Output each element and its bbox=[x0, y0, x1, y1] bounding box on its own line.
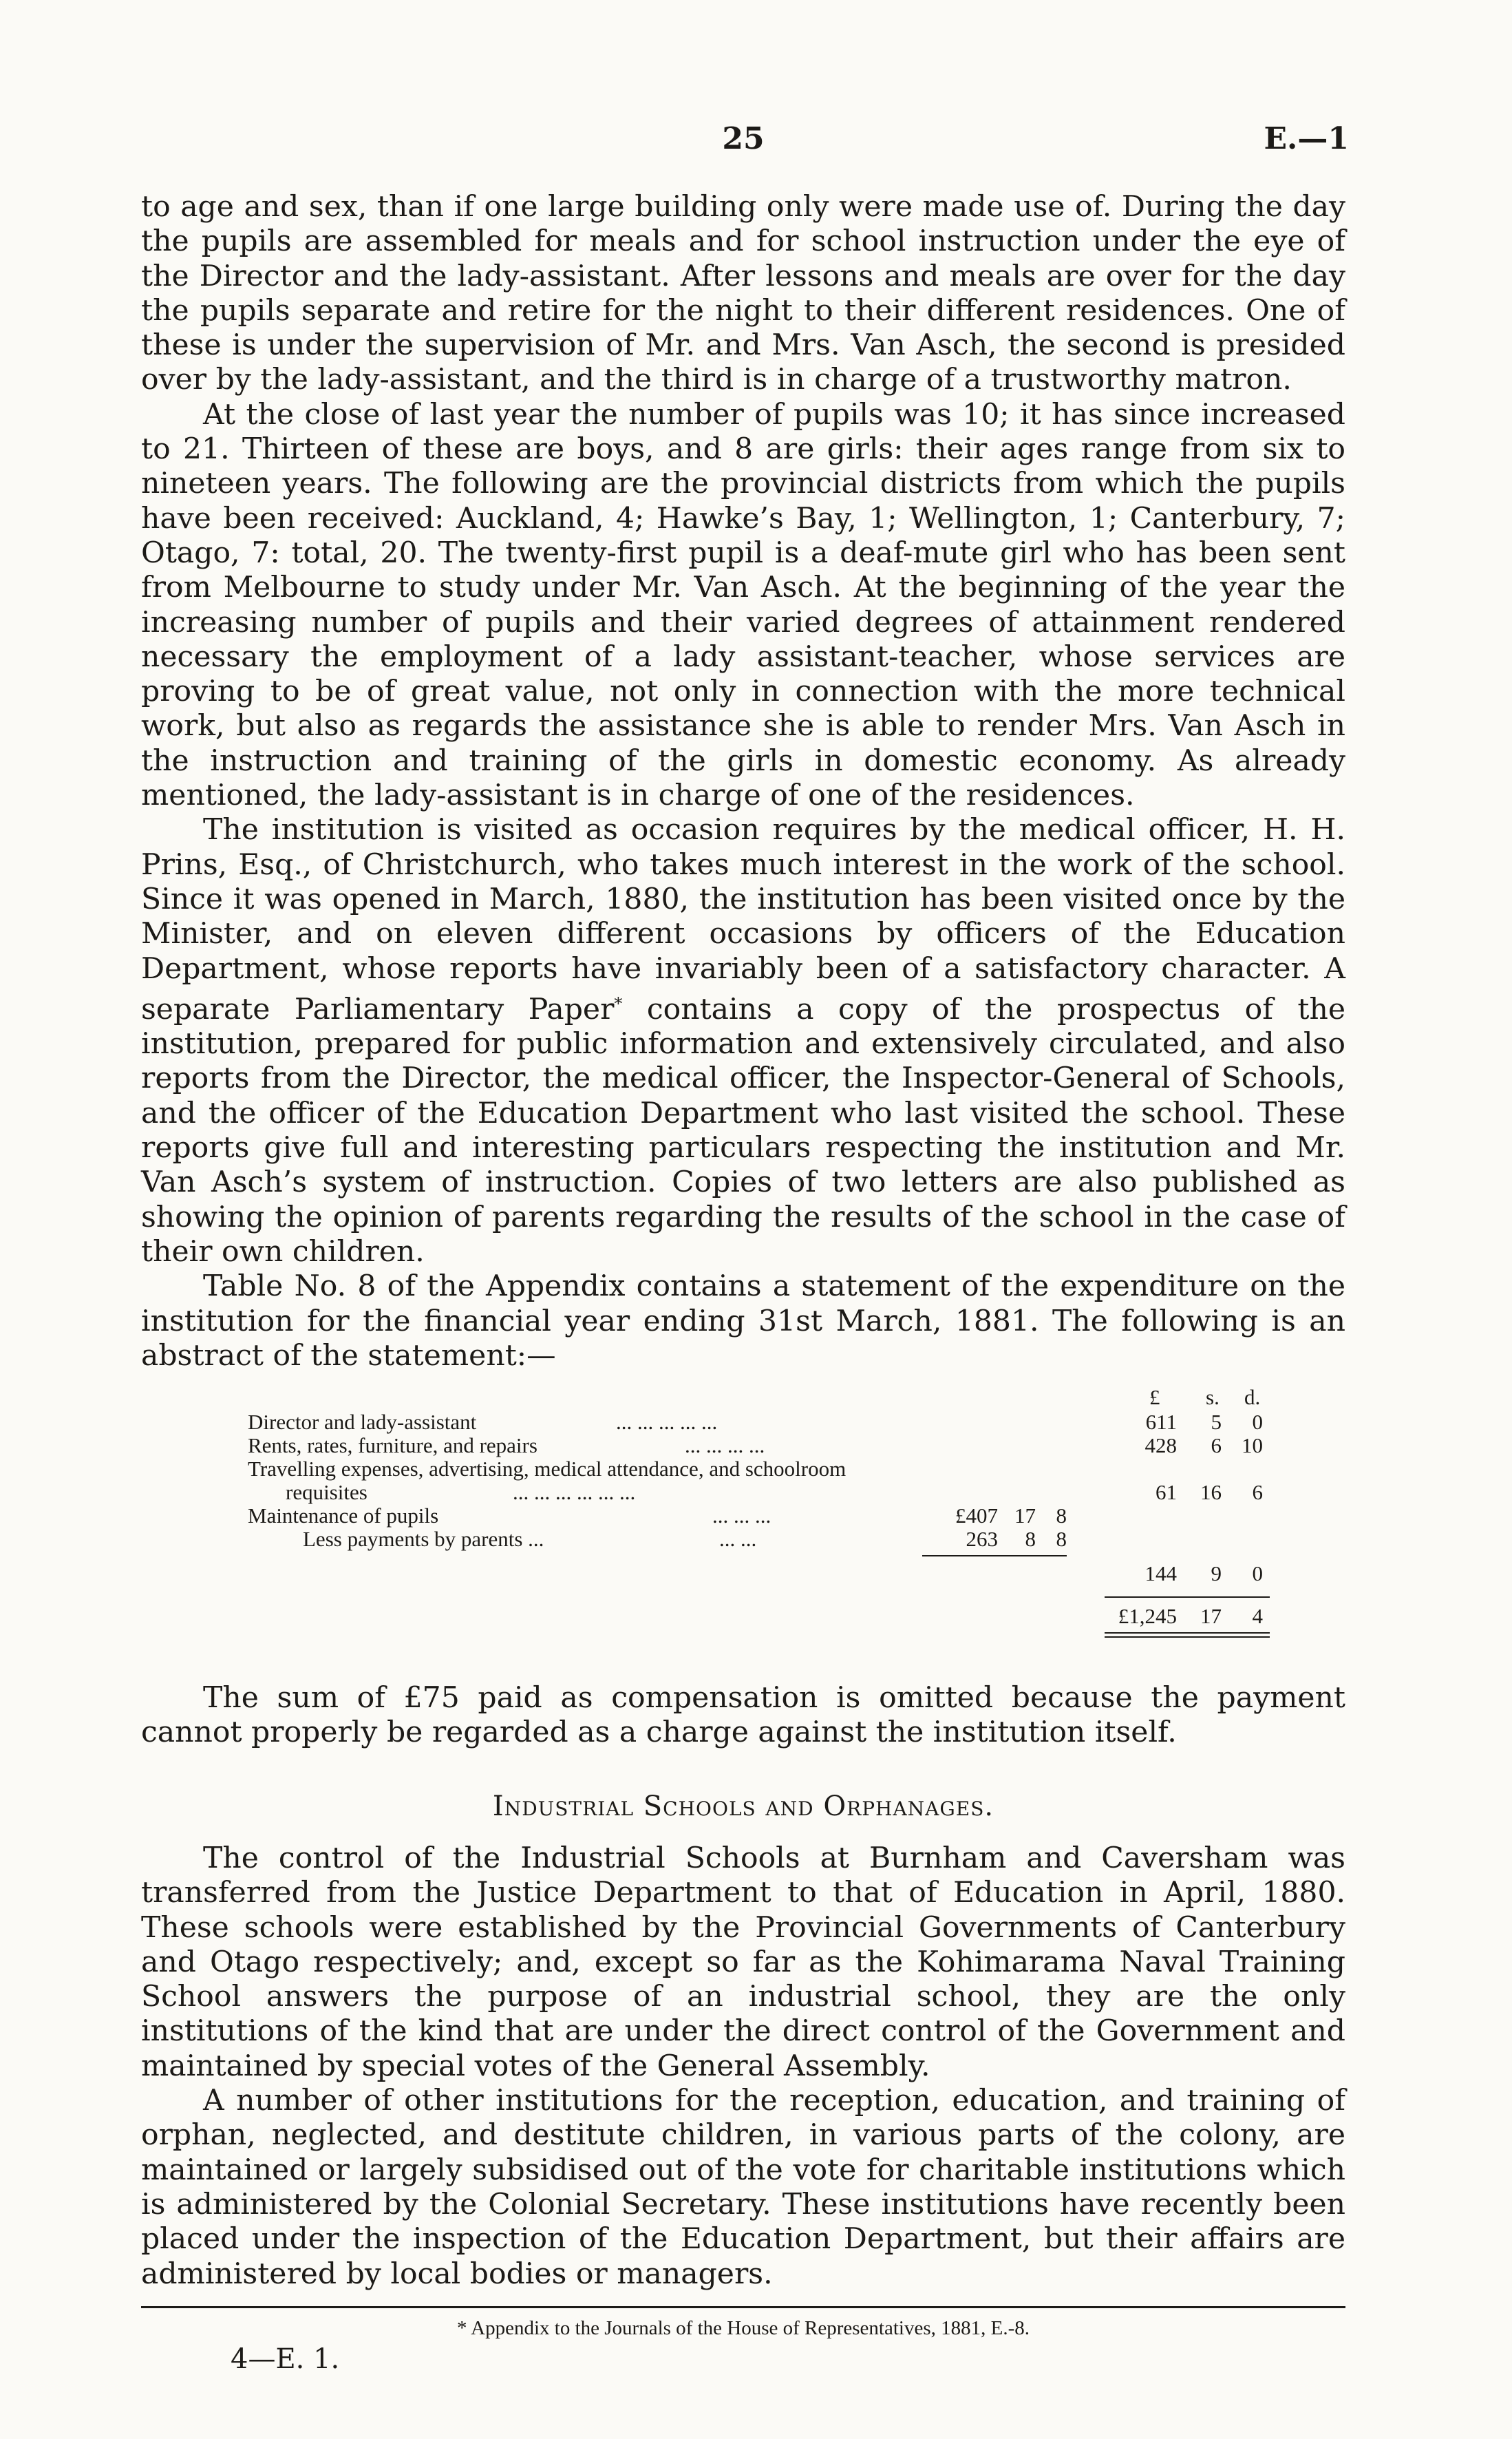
paragraph-visits-text: The institution is visited as occasion requires by the medical officer, H. H. Prins, Esq., of Christchurch, who takes much interest in the work of the school. Since it was opened in March, 1880, the institution has been visited once by the Minister, and on eleven different occasions by officers of the Education Department, whose reports have invariably been of a satisfactory character. A separate Parliamentary Paper bbox=[141, 813, 1345, 1026]
row-leaders: ... ... ... ... ... bbox=[616, 1410, 718, 1435]
amount-pounds: 428 bbox=[1144, 1433, 1177, 1458]
total-double-rule-top bbox=[1105, 1632, 1270, 1634]
column-header-shillings: s. bbox=[1206, 1385, 1220, 1410]
subtotal-shillings: 17 bbox=[1014, 1503, 1036, 1528]
subtotal-rule bbox=[922, 1555, 1067, 1556]
amount-shillings: 5 bbox=[1211, 1410, 1222, 1435]
row-label: Travelling expenses, advertising, medical attendance, and schoolroom bbox=[248, 1457, 846, 1481]
paragraph-continued: to age and sex, than if one large building only were made use of. During the day the pupils are assembled for meals and for school instruction under the eye of the Director and the lady-assistant. After lessons and meals are over for the day the pupils separate and retire for the night to their different residences. One of these is under the supervision of Mr. and Mrs. Van Asch, the second is presided over by the lady-assistant, and the third is in charge of a trustworthy matron. bbox=[141, 190, 1345, 397]
amount-pounds: 61 bbox=[1156, 1480, 1177, 1505]
paragraph-other-institutions: A number of other institutions for the reception, education, and training of orphan, neglected, and destitute children, in various parts of the colony, are maintained or largely subsidised out of the vote for charitable institutions which is administered by the Colonial Secretary. These institutions have recently been placed under the inspection of the Education Department, but their affairs are administered by local bodies or managers. bbox=[141, 2084, 1345, 2291]
row-leaders: ... ... bbox=[719, 1527, 757, 1552]
row-leaders: ... ... ... ... ... ... bbox=[513, 1480, 636, 1505]
row-leaders: ... ... ... ... bbox=[685, 1433, 765, 1458]
subtotal-shillings: 8 bbox=[1025, 1527, 1036, 1552]
page-number: 25 bbox=[722, 121, 765, 156]
column-header-pence: d. bbox=[1244, 1385, 1261, 1410]
row-label: Director and lady-assistant bbox=[248, 1410, 477, 1435]
total-rule bbox=[1105, 1596, 1270, 1598]
row-label: Maintenance of pupils bbox=[248, 1503, 439, 1528]
row-label: Less payments by parents ... bbox=[303, 1527, 544, 1552]
section-heading-text: Industrial Schools and Orphanages. bbox=[492, 1790, 994, 1822]
paragraph-visits bbox=[141, 813, 1345, 1269]
signature-mark: 4—E. 1. bbox=[231, 2343, 340, 2375]
amount-pounds: 611 bbox=[1145, 1410, 1177, 1435]
column-header-pounds: £ bbox=[1149, 1385, 1160, 1410]
footnote-rule bbox=[141, 2306, 1345, 2308]
row-label: requisites bbox=[286, 1480, 368, 1505]
net-pounds: 144 bbox=[1144, 1561, 1177, 1586]
paragraph-industrial-schools: The control of the Industrial Schools at Burnham and Caversham was transferred from the Justice Department to that of Education in April, 1880. These schools were established by the Provincial Governments of Canterbury and Otago respectively; and, except so far as the Kohimarama Naval Training School answers the purpose of an industrial school, they are the only institutions of the kind that are under the direct control of the Government and maintained by special votes of the General Assembly. bbox=[141, 1841, 1345, 2083]
amount-pence: 0 bbox=[1252, 1410, 1263, 1435]
paragraph-visits-continued: contains a copy of the prospectus of the institution, prepared for public information and extensively circulated, and also reports from the Director, the medical officer, the Inspector-General of Schools, and the officer of the Education Department who last visited the school. These reports give full and interesting particulars respecting the institution and Mr. Van Asch’s system of instruction. Copies of two letters are also published as showing the opinion of parents regarding the results of the school in the case of their own children. bbox=[141, 992, 1345, 1269]
paragraph-compensation: The sum of £75 paid as compensation is omitted because the payment cannot properly be regarded as a charge against the institution itself. bbox=[141, 1681, 1345, 1750]
subtotal-pence: 8 bbox=[1056, 1503, 1067, 1528]
expenditure-abstract bbox=[141, 1386, 1345, 1665]
subtotal-pounds: 263 bbox=[966, 1527, 998, 1552]
net-pence: 0 bbox=[1252, 1561, 1263, 1586]
main-text bbox=[141, 190, 1345, 2292]
subtotal-pounds: £407 bbox=[955, 1503, 998, 1528]
document-code: E.—1 bbox=[1264, 121, 1349, 156]
paragraph-pupils: At the close of last year the number of pupils was 10; it has since increased to 21. Thirteen of these are boys, and 8 are girls: their ages range from six to nineteen years. The following are the provincial districts from which the pupils have been received: Auckland, 4; Hawke’s Bay, 1; Wellington, 1; Canterbury, 7; Otago, 7: total, 20. The twenty-first pupil is a deaf-mute girl who has been sent from Melbourne to study under Mr. Van Asch. At the beginning of the year the increasing number of pupils and their varied degrees of attainment rendered necessary the employment of a lady assistant-teacher, whose services are proving to be of great value, not only in connection with the more technical work, but also as regards the assistance she is able to render Mrs. Van Asch in the instruction and training of the girls in domestic economy. As already mentioned, the lady-assistant is in charge of one of the residences. bbox=[141, 397, 1345, 813]
net-shillings: 9 bbox=[1211, 1561, 1222, 1586]
amount-shillings: 6 bbox=[1211, 1433, 1222, 1458]
page-header bbox=[138, 121, 1349, 162]
total-pence: 4 bbox=[1252, 1604, 1263, 1629]
paragraph-expenditure: Table No. 8 of the Appendix contains a statement of the expenditure on the institution for the financial year ending 31st March, 1881. The following is an abstract of the statement:— bbox=[141, 1269, 1345, 1373]
total-pounds: £1,245 bbox=[1118, 1604, 1177, 1629]
amount-shillings: 16 bbox=[1200, 1480, 1222, 1505]
amount-pence: 10 bbox=[1242, 1433, 1263, 1458]
footnote-marker: * bbox=[614, 993, 623, 1013]
footnote: * Appendix to the Journals of the House of Representatives, 1881, E.-8. bbox=[457, 2317, 1030, 2339]
row-label: Rents, rates, furniture, and repairs bbox=[248, 1433, 537, 1458]
section-heading bbox=[141, 1789, 1345, 1824]
total-double-rule-bottom bbox=[1105, 1636, 1270, 1638]
row-leaders: ... ... ... bbox=[712, 1503, 771, 1528]
subtotal-pence: 8 bbox=[1056, 1527, 1067, 1552]
total-shillings: 17 bbox=[1200, 1604, 1222, 1629]
amount-pence: 6 bbox=[1252, 1480, 1263, 1505]
